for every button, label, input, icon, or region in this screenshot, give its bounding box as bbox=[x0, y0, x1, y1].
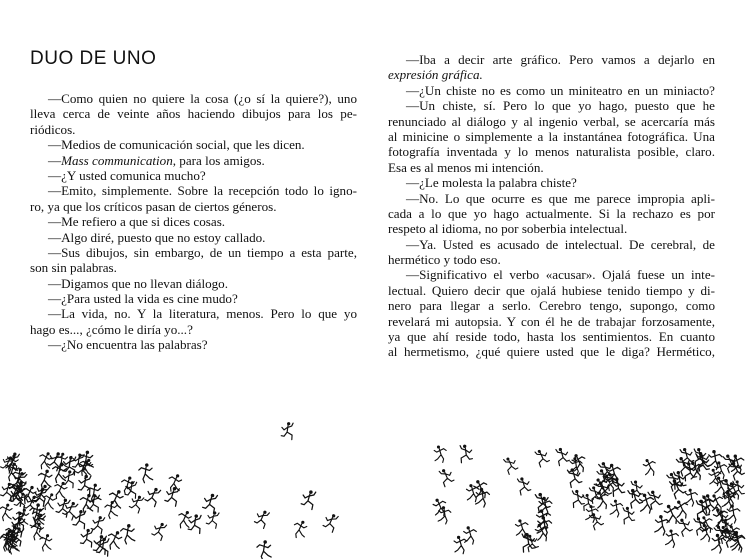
left-page bbox=[0, 0, 370, 559]
text-line: —¿Y usted comunica mucho? bbox=[48, 167, 206, 183]
text-line: lectual. Quiero decir que ojalá hubiese tenido tiempo y di- bbox=[388, 282, 715, 298]
text-line: —Digamos que no llevan diálogo. bbox=[48, 275, 229, 291]
running-figure bbox=[434, 445, 446, 462]
running-figure bbox=[79, 528, 95, 548]
text-line: —Significativo el verbo «acusar». Ojalá fuese un inte- bbox=[406, 267, 715, 283]
running-figure bbox=[568, 457, 582, 476]
running-figure bbox=[464, 526, 477, 544]
text-line: son sin palabras. bbox=[30, 260, 117, 276]
running-figure bbox=[151, 522, 167, 541]
text-line: nero para llegar a serlo. Cerebro tengo, supongo, como bbox=[388, 298, 715, 314]
right-text-column bbox=[388, 52, 715, 360]
text-line: —Un chiste, sí. Pero lo que yo hago, puesto que he bbox=[406, 98, 715, 114]
chapter-title: DUO DE UNO bbox=[30, 48, 157, 69]
running-figure bbox=[91, 516, 105, 534]
left-text-column bbox=[30, 91, 357, 353]
running-figure bbox=[31, 523, 43, 540]
running-figure bbox=[503, 456, 518, 475]
text-line: renunciado al diálogo y al ingenio verbal, se acercaría más bbox=[388, 113, 715, 129]
text-line: —Como quien no quiere la cosa (¿o sí la quiere?), uno bbox=[48, 91, 357, 106]
text-line: riódicos. bbox=[30, 121, 76, 137]
running-figure bbox=[40, 534, 52, 551]
text-line: fotografía inventada y lo menos naturalista posible, claro. bbox=[388, 144, 715, 160]
running-figure bbox=[280, 421, 296, 441]
running-figure bbox=[458, 444, 474, 464]
running-figure bbox=[138, 463, 154, 484]
text-line: —No. Lo que ocurre es que me parece impropia apli- bbox=[406, 190, 715, 206]
text-line: respeto al idioma, no por soberbia intelectual. bbox=[388, 221, 628, 237]
running-figure bbox=[203, 494, 218, 514]
running-figure bbox=[293, 520, 308, 539]
running-figure bbox=[95, 537, 112, 558]
running-figure bbox=[144, 487, 161, 508]
text-line: —Sus dibujos, sin embargo, de un tiempo a esta parte, bbox=[48, 244, 357, 260]
running-figure bbox=[165, 487, 180, 506]
running-figure bbox=[725, 504, 740, 524]
running-figures-illustration-right bbox=[378, 410, 748, 559]
running-figure bbox=[107, 530, 123, 551]
text-line: Esa es al menos mi intención. bbox=[388, 159, 544, 175]
text-line: —Ya. Usted es acusado de intelectual. De cerebral, de bbox=[406, 236, 715, 252]
running-figure bbox=[0, 504, 12, 521]
running-figure bbox=[535, 449, 550, 468]
running-figure bbox=[609, 499, 623, 517]
running-figure bbox=[517, 477, 530, 495]
running-figure bbox=[454, 536, 467, 554]
text-line: ro, ya que los críticos pasan de ciertos géneros. bbox=[30, 198, 277, 214]
text-line: hermético y todo eso. bbox=[388, 252, 501, 268]
text-line: —¿Para usted la vida es cine mudo? bbox=[48, 291, 238, 307]
text-line: expresión gráfica. bbox=[388, 67, 483, 83]
running-figure bbox=[301, 490, 316, 509]
running-figure bbox=[122, 477, 135, 495]
text-line: revelará mi autopsia. Y con él he de trabajar forzosamente, bbox=[388, 313, 715, 329]
running-figure bbox=[654, 514, 670, 535]
running-figure bbox=[177, 510, 192, 529]
text-line: —Emito, simplemente. Sobre la recepción todo lo igno- bbox=[48, 183, 357, 199]
running-figure bbox=[648, 491, 662, 510]
running-figure bbox=[71, 509, 88, 530]
right-page bbox=[378, 0, 748, 559]
text-line: —Me refiero a que si dices cosas. bbox=[48, 214, 226, 230]
running-figure bbox=[129, 494, 144, 513]
text-line: —¿Le molesta la palabra chiste? bbox=[406, 175, 577, 191]
running-figure bbox=[621, 506, 636, 525]
running-figure bbox=[206, 511, 219, 528]
text-line: al hermetismo, ¿qué quiere usted que le diga? Hermético, bbox=[388, 344, 715, 360]
running-figures-illustration-left bbox=[0, 410, 370, 559]
text-line: —Algo diré, puesto que no estoy callado. bbox=[48, 229, 266, 245]
running-figure bbox=[322, 513, 338, 533]
text-line: —La vida, no. Y la literatura, menos. Pero lo que yo bbox=[48, 306, 357, 322]
running-figure bbox=[80, 494, 93, 513]
text-line: —Medios de comunicación social, que les dicen. bbox=[48, 137, 305, 153]
running-figure bbox=[664, 529, 679, 548]
running-figure bbox=[556, 448, 569, 466]
running-figure bbox=[186, 514, 203, 535]
text-line: hago es..., ¿cómo le diría yo...? bbox=[30, 321, 193, 337]
text-line: —¿No encuentra las palabras? bbox=[48, 337, 208, 353]
text-line: lleva cerca de veinte años haciendo dibujos para los pe- bbox=[30, 106, 357, 122]
running-figure bbox=[677, 517, 693, 537]
text-line: cada a lo que yo hago actualmente. Si la rechazo es por bbox=[388, 205, 715, 221]
text-line: al minicine o simplemente a la instantánea fotográfica. Una bbox=[388, 128, 715, 144]
running-figure bbox=[256, 540, 272, 559]
running-figure bbox=[643, 458, 657, 477]
running-figure bbox=[254, 509, 270, 529]
text-line: —¿Un chiste no es como un miniteatro en un miniacto? bbox=[406, 82, 715, 98]
text-line: —Iba a decir arte gráfico. Pero vamos a dejarlo en bbox=[406, 52, 715, 67]
running-figure bbox=[120, 523, 136, 544]
running-figure bbox=[38, 451, 53, 470]
running-figure bbox=[439, 468, 455, 487]
text-line: —Mass communication, para los amigos. bbox=[48, 152, 265, 168]
text-line: ya que ahí reside todo, hasta los sentimientos. En cuanto bbox=[388, 329, 715, 345]
running-figure bbox=[79, 450, 95, 471]
